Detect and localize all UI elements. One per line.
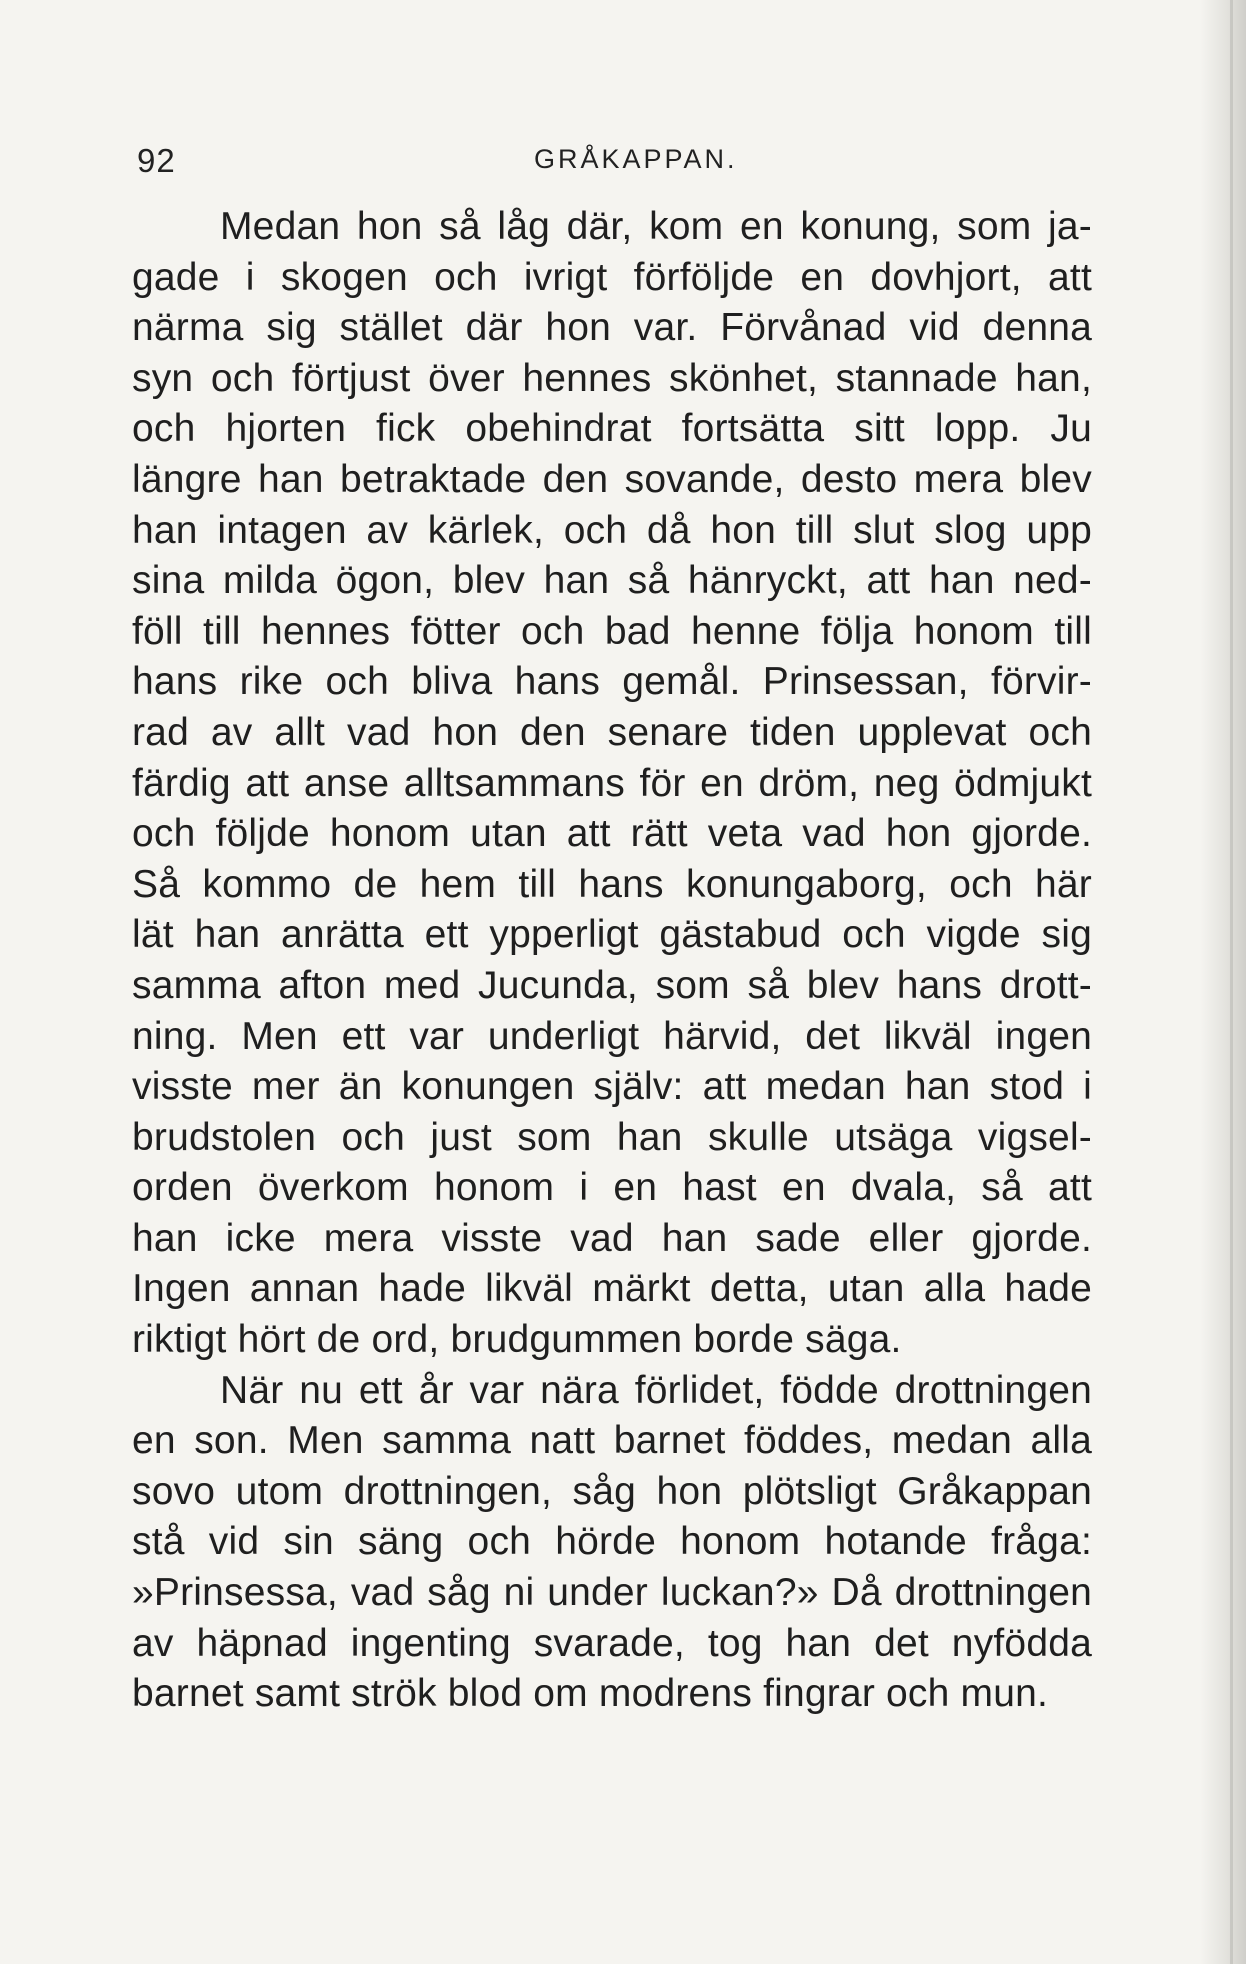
page-edge-line xyxy=(1230,0,1233,1964)
text-line: visste mer än konungen själv: att medan han stod i xyxy=(132,1065,1092,1109)
page-number: 92 xyxy=(137,142,176,179)
text-line: han icke mera visste vad han sade eller gjorde. xyxy=(132,1216,1092,1260)
text-line: närma sig stället där hon var. Förvånad vid denna xyxy=(132,306,1092,350)
text-line: riktigt hört de ord, brudgummen borde säga. xyxy=(132,1318,902,1362)
text-line: När nu ett år var nära förlidet, födde drottningen xyxy=(220,1368,1092,1412)
text-line: en son. Men samma natt barnet föddes, medan alla xyxy=(132,1419,1092,1463)
text-line: sina milda ögon, blev han så hänryckt, att han ned- xyxy=(132,559,1092,603)
text-line: Medan hon så låg där, kom en konung, som ja- xyxy=(220,205,1092,248)
text-line: föll till hennes fötter och bad henne följa honom till xyxy=(132,609,1092,653)
text-line: färdig att anse alltsammans för en dröm, neg ödmjukt xyxy=(132,761,1092,805)
text-line: och hjorten fick obehindrat fortsätta sitt lopp. Ju xyxy=(132,407,1092,451)
text-line: brudstolen och just som han skulle utsäga vigsel- xyxy=(132,1115,1092,1159)
text-line: barnet samt strök blod om modrens fingrar och mun. xyxy=(132,1672,1049,1716)
running-head: GRÅKAPPAN. xyxy=(534,144,738,174)
paragraph xyxy=(132,202,1092,1366)
text-line: samma afton med Jucunda, som så blev hans drott- xyxy=(132,963,1092,1007)
text-line: och följde honom utan att rätt veta vad hon gjorde. xyxy=(132,812,1092,856)
text-line: syn och förtjust över hennes skönhet, stannade han, xyxy=(132,356,1092,400)
text-line: rad av allt vad hon den senare tiden upplevat och xyxy=(132,710,1092,754)
text-line: Så kommo de hem till hans konungaborg, och här xyxy=(132,862,1092,906)
text-line: »Prinsessa, vad såg ni under luckan?» Då drottningen xyxy=(132,1571,1092,1615)
text-line: lät han anrätta ett ypperligt gästabud och vigde sig xyxy=(132,913,1092,957)
text-line: han intagen av kärlek, och då hon till slut slog upp xyxy=(132,508,1092,552)
page-edge-shadow xyxy=(1200,0,1246,1964)
text-line: gade i skogen och ivrigt förföljde en dovhjort, att xyxy=(132,255,1092,299)
text-line: av häpnad ingenting svarade, tog han det nyfödda xyxy=(132,1621,1092,1665)
text-line: längre han betraktade den sovande, desto mera blev xyxy=(132,457,1092,501)
text-line: stå vid sin säng och hörde honom hotande fråga: xyxy=(132,1520,1092,1564)
body-text xyxy=(132,202,1092,1720)
text-line: orden överkom honom i en hast en dvala, så att xyxy=(132,1166,1092,1210)
text-line: sovo utom drottningen, såg hon plötsligt Gråkappan xyxy=(132,1469,1092,1513)
paragraph xyxy=(132,1366,1092,1720)
page-header xyxy=(137,142,1097,182)
text-line: Ingen annan hade likväl märkt detta, utan alla hade xyxy=(132,1267,1092,1311)
text-line: ning. Men ett var underligt härvid, det likväl ingen xyxy=(132,1014,1092,1058)
text-line: hans rike och bliva hans gemål. Prinsessan, förvir- xyxy=(132,660,1092,704)
